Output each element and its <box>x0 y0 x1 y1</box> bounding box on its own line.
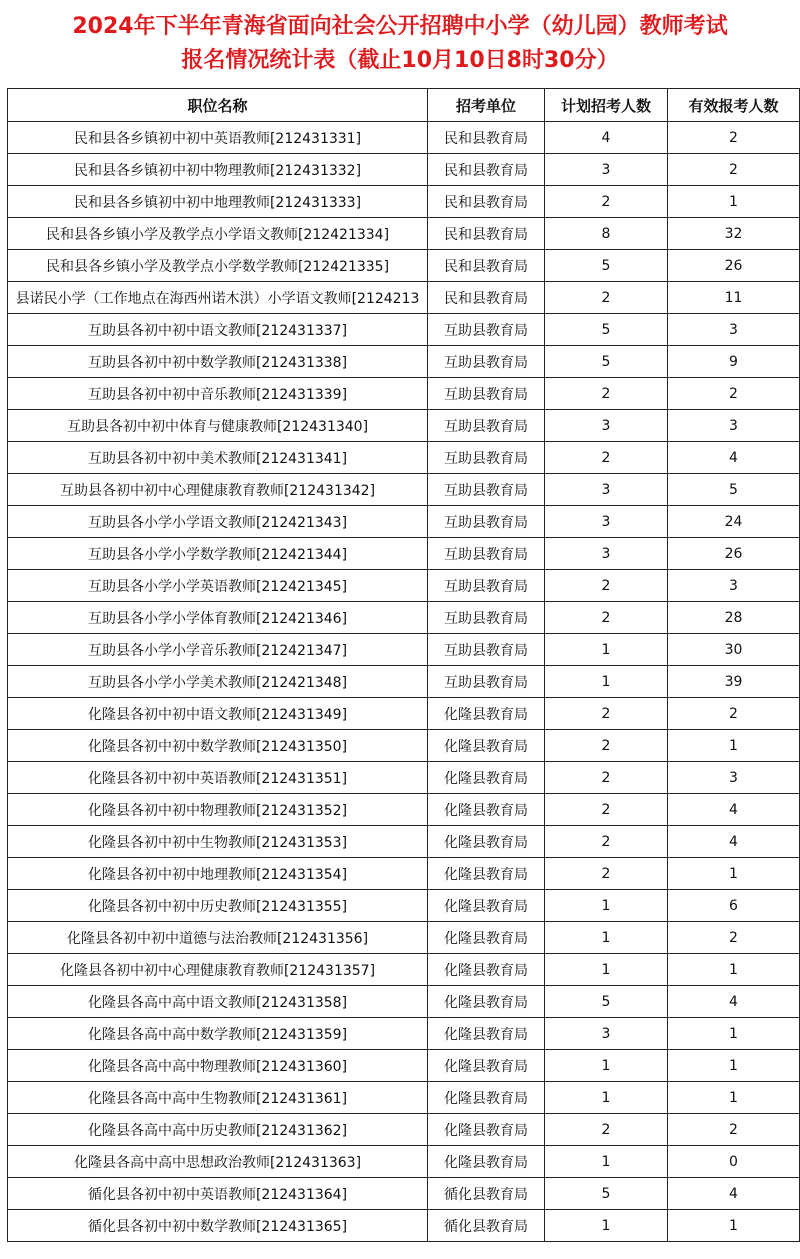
planned-count-cell: 5 <box>545 346 668 378</box>
planned-count-cell: 2 <box>545 186 668 218</box>
planned-count-cell: 3 <box>545 154 668 186</box>
table-row <box>8 1146 800 1178</box>
recruiting-unit-cell: 民和县教育局 <box>428 154 545 186</box>
position-name-cell: 互助县各初中初中美术教师[212431341] <box>8 442 428 474</box>
recruiting-unit-cell: 互助县教育局 <box>428 474 545 506</box>
table-row <box>8 762 800 794</box>
planned-count-cell: 1 <box>545 1050 668 1082</box>
table-row <box>8 666 800 698</box>
recruiting-unit-cell: 化隆县教育局 <box>428 730 545 762</box>
valid-applicants-cell: 28 <box>668 602 800 634</box>
valid-applicants-cell: 39 <box>668 666 800 698</box>
recruiting-unit-cell: 民和县教育局 <box>428 282 545 314</box>
recruiting-unit-cell: 互助县教育局 <box>428 538 545 570</box>
position-name-cell: 民和县各乡镇小学及教学点小学数学教师[212421335] <box>8 250 428 282</box>
recruiting-unit-cell: 循化县教育局 <box>428 1210 545 1242</box>
valid-applicants-cell: 3 <box>668 410 800 442</box>
recruiting-unit-cell: 民和县教育局 <box>428 250 545 282</box>
position-name-cell: 化隆县各初中初中道德与法治教师[212431356] <box>8 922 428 954</box>
recruiting-unit-cell: 互助县教育局 <box>428 634 545 666</box>
valid-applicants-cell: 3 <box>668 762 800 794</box>
recruiting-unit-cell: 化隆县教育局 <box>428 1146 545 1178</box>
position-name-cell: 互助县各小学小学语文教师[212421343] <box>8 506 428 538</box>
table-row <box>8 826 800 858</box>
planned-count-cell: 2 <box>545 602 668 634</box>
header-planned-count: 计划招考人数 <box>545 89 668 122</box>
position-name-cell: 化隆县各高中高中语文教师[212431358] <box>8 986 428 1018</box>
table-row <box>8 570 800 602</box>
table-row <box>8 986 800 1018</box>
valid-applicants-cell: 24 <box>668 506 800 538</box>
planned-count-cell: 2 <box>545 442 668 474</box>
table-row <box>8 378 800 410</box>
planned-count-cell: 3 <box>545 506 668 538</box>
recruiting-unit-cell: 民和县教育局 <box>428 186 545 218</box>
table-row <box>8 250 800 282</box>
table-row <box>8 1050 800 1082</box>
position-name-cell: 民和县各乡镇小学及教学点小学语文教师[212421334] <box>8 218 428 250</box>
recruiting-unit-cell: 化隆县教育局 <box>428 858 545 890</box>
table-row <box>8 1082 800 1114</box>
position-name-cell: 化隆县各初中初中心理健康教育教师[212431357] <box>8 954 428 986</box>
valid-applicants-cell: 5 <box>668 474 800 506</box>
valid-applicants-cell: 2 <box>668 122 800 154</box>
recruiting-unit-cell: 民和县教育局 <box>428 218 545 250</box>
planned-count-cell: 5 <box>545 250 668 282</box>
valid-applicants-cell: 4 <box>668 1178 800 1210</box>
position-name-cell: 互助县各小学小学音乐教师[212421347] <box>8 634 428 666</box>
position-name-cell: 互助县各初中初中心理健康教育教师[212431342] <box>8 474 428 506</box>
table-row <box>8 218 800 250</box>
recruiting-unit-cell: 化隆县教育局 <box>428 794 545 826</box>
table-row <box>8 794 800 826</box>
recruiting-unit-cell: 化隆县教育局 <box>428 922 545 954</box>
registration-stats-table <box>7 88 800 1242</box>
table-row <box>8 1018 800 1050</box>
position-name-cell: 循化县各初中初中数学教师[212431365] <box>8 1210 428 1242</box>
planned-count-cell: 2 <box>545 1114 668 1146</box>
valid-applicants-cell: 26 <box>668 250 800 282</box>
valid-applicants-cell: 32 <box>668 218 800 250</box>
table-row <box>8 314 800 346</box>
position-name-cell: 民和县各乡镇初中初中英语教师[212431331] <box>8 122 428 154</box>
table-header-row <box>8 89 800 122</box>
table-row <box>8 858 800 890</box>
position-name-cell: 循化县各初中初中英语教师[212431364] <box>8 1178 428 1210</box>
planned-count-cell: 2 <box>545 730 668 762</box>
planned-count-cell: 2 <box>545 698 668 730</box>
table-row <box>8 1210 800 1242</box>
recruiting-unit-cell: 化隆县教育局 <box>428 986 545 1018</box>
position-name-cell: 互助县各小学小学英语教师[212421345] <box>8 570 428 602</box>
table-row <box>8 890 800 922</box>
planned-count-cell: 5 <box>545 1178 668 1210</box>
recruiting-unit-cell: 化隆县教育局 <box>428 1082 545 1114</box>
planned-count-cell: 3 <box>545 474 668 506</box>
table-row <box>8 538 800 570</box>
position-name-cell: 互助县各小学小学体育教师[212421346] <box>8 602 428 634</box>
valid-applicants-cell: 2 <box>668 378 800 410</box>
planned-count-cell: 2 <box>545 858 668 890</box>
table-row <box>8 506 800 538</box>
position-name-cell: 化隆县各初中初中历史教师[212431355] <box>8 890 428 922</box>
position-name-cell: 县诺民小学（工作地点在海西州诺木洪）小学语文教师[2124213 <box>8 282 428 314</box>
recruiting-unit-cell: 化隆县教育局 <box>428 954 545 986</box>
planned-count-cell: 2 <box>545 762 668 794</box>
recruiting-unit-cell: 互助县教育局 <box>428 666 545 698</box>
position-name-cell: 化隆县各初中初中语文教师[212431349] <box>8 698 428 730</box>
planned-count-cell: 1 <box>545 666 668 698</box>
title-line-2: 报名情况统计表（截止10月10日8时30分） <box>181 48 619 73</box>
table-row <box>8 1114 800 1146</box>
position-name-cell: 互助县各小学小学数学教师[212421344] <box>8 538 428 570</box>
position-name-cell: 化隆县各高中高中历史教师[212431362] <box>8 1114 428 1146</box>
position-name-cell: 民和县各乡镇初中初中地理教师[212431333] <box>8 186 428 218</box>
planned-count-cell: 3 <box>545 410 668 442</box>
planned-count-cell: 2 <box>545 826 668 858</box>
planned-count-cell: 2 <box>545 570 668 602</box>
table-row <box>8 954 800 986</box>
recruiting-unit-cell: 互助县教育局 <box>428 314 545 346</box>
table-row <box>8 346 800 378</box>
recruiting-unit-cell: 互助县教育局 <box>428 346 545 378</box>
valid-applicants-cell: 4 <box>668 986 800 1018</box>
recruiting-unit-cell: 互助县教育局 <box>428 378 545 410</box>
position-name-cell: 化隆县各初中初中数学教师[212431350] <box>8 730 428 762</box>
valid-applicants-cell: 1 <box>668 730 800 762</box>
recruiting-unit-cell: 化隆县教育局 <box>428 698 545 730</box>
table-row <box>8 282 800 314</box>
valid-applicants-cell: 30 <box>668 634 800 666</box>
valid-applicants-cell: 1 <box>668 1210 800 1242</box>
table-row <box>8 922 800 954</box>
title-line-1: 2024年下半年青海省面向社会公开招聘中小学（幼儿园）教师考试 <box>72 14 728 39</box>
planned-count-cell: 1 <box>545 890 668 922</box>
header-position-name: 职位名称 <box>8 89 428 122</box>
table-row <box>8 186 800 218</box>
valid-applicants-cell: 4 <box>668 794 800 826</box>
table-row <box>8 698 800 730</box>
planned-count-cell: 2 <box>545 282 668 314</box>
position-name-cell: 互助县各初中初中数学教师[212431338] <box>8 346 428 378</box>
valid-applicants-cell: 0 <box>668 1146 800 1178</box>
position-name-cell: 化隆县各初中初中英语教师[212431351] <box>8 762 428 794</box>
valid-applicants-cell: 1 <box>668 1018 800 1050</box>
planned-count-cell: 5 <box>545 314 668 346</box>
planned-count-cell: 4 <box>545 122 668 154</box>
valid-applicants-cell: 1 <box>668 1082 800 1114</box>
planned-count-cell: 1 <box>545 1082 668 1114</box>
position-name-cell: 化隆县各初中初中物理教师[212431352] <box>8 794 428 826</box>
table-row <box>8 730 800 762</box>
table-row <box>8 634 800 666</box>
recruiting-unit-cell: 互助县教育局 <box>428 442 545 474</box>
position-name-cell: 化隆县各高中高中生物教师[212431361] <box>8 1082 428 1114</box>
recruiting-unit-cell: 化隆县教育局 <box>428 1018 545 1050</box>
planned-count-cell: 3 <box>545 538 668 570</box>
document-title <box>0 0 800 88</box>
planned-count-cell: 2 <box>545 794 668 826</box>
valid-applicants-cell: 2 <box>668 698 800 730</box>
valid-applicants-cell: 1 <box>668 858 800 890</box>
valid-applicants-cell: 4 <box>668 442 800 474</box>
recruiting-unit-cell: 互助县教育局 <box>428 410 545 442</box>
planned-count-cell: 8 <box>545 218 668 250</box>
table-row <box>8 602 800 634</box>
header-recruiting-unit: 招考单位 <box>428 89 545 122</box>
table-row <box>8 154 800 186</box>
position-name-cell: 民和县各乡镇初中初中物理教师[212431332] <box>8 154 428 186</box>
position-name-cell: 化隆县各高中高中数学教师[212431359] <box>8 1018 428 1050</box>
recruiting-unit-cell: 互助县教育局 <box>428 570 545 602</box>
table-row <box>8 474 800 506</box>
table-row <box>8 410 800 442</box>
position-name-cell: 化隆县各初中初中生物教师[212431353] <box>8 826 428 858</box>
valid-applicants-cell: 6 <box>668 890 800 922</box>
planned-count-cell: 5 <box>545 986 668 1018</box>
recruiting-unit-cell: 互助县教育局 <box>428 602 545 634</box>
position-name-cell: 互助县各初中初中音乐教师[212431339] <box>8 378 428 410</box>
recruiting-unit-cell: 化隆县教育局 <box>428 762 545 794</box>
header-valid-applicants: 有效报考人数 <box>668 89 800 122</box>
recruiting-unit-cell: 民和县教育局 <box>428 122 545 154</box>
planned-count-cell: 1 <box>545 954 668 986</box>
valid-applicants-cell: 11 <box>668 282 800 314</box>
valid-applicants-cell: 9 <box>668 346 800 378</box>
valid-applicants-cell: 3 <box>668 570 800 602</box>
position-name-cell: 互助县各初中初中语文教师[212431337] <box>8 314 428 346</box>
valid-applicants-cell: 1 <box>668 186 800 218</box>
valid-applicants-cell: 1 <box>668 1050 800 1082</box>
valid-applicants-cell: 2 <box>668 1114 800 1146</box>
recruiting-unit-cell: 化隆县教育局 <box>428 1114 545 1146</box>
valid-applicants-cell: 2 <box>668 922 800 954</box>
valid-applicants-cell: 3 <box>668 314 800 346</box>
position-name-cell: 互助县各小学小学美术教师[212421348] <box>8 666 428 698</box>
planned-count-cell: 1 <box>545 634 668 666</box>
valid-applicants-cell: 2 <box>668 154 800 186</box>
planned-count-cell: 3 <box>545 1018 668 1050</box>
recruiting-unit-cell: 化隆县教育局 <box>428 826 545 858</box>
position-name-cell: 互助县各初中初中体育与健康教师[212431340] <box>8 410 428 442</box>
table-row <box>8 442 800 474</box>
position-name-cell: 化隆县各高中高中物理教师[212431360] <box>8 1050 428 1082</box>
recruiting-unit-cell: 化隆县教育局 <box>428 1050 545 1082</box>
recruiting-unit-cell: 互助县教育局 <box>428 506 545 538</box>
table-row <box>8 1178 800 1210</box>
planned-count-cell: 1 <box>545 922 668 954</box>
planned-count-cell: 2 <box>545 378 668 410</box>
recruiting-unit-cell: 化隆县教育局 <box>428 890 545 922</box>
table-row <box>8 122 800 154</box>
position-name-cell: 化隆县各高中高中思想政治教师[212431363] <box>8 1146 428 1178</box>
planned-count-cell: 1 <box>545 1210 668 1242</box>
valid-applicants-cell: 1 <box>668 954 800 986</box>
valid-applicants-cell: 26 <box>668 538 800 570</box>
recruiting-unit-cell: 循化县教育局 <box>428 1178 545 1210</box>
position-name-cell: 化隆县各初中初中地理教师[212431354] <box>8 858 428 890</box>
valid-applicants-cell: 4 <box>668 826 800 858</box>
planned-count-cell: 1 <box>545 1146 668 1178</box>
